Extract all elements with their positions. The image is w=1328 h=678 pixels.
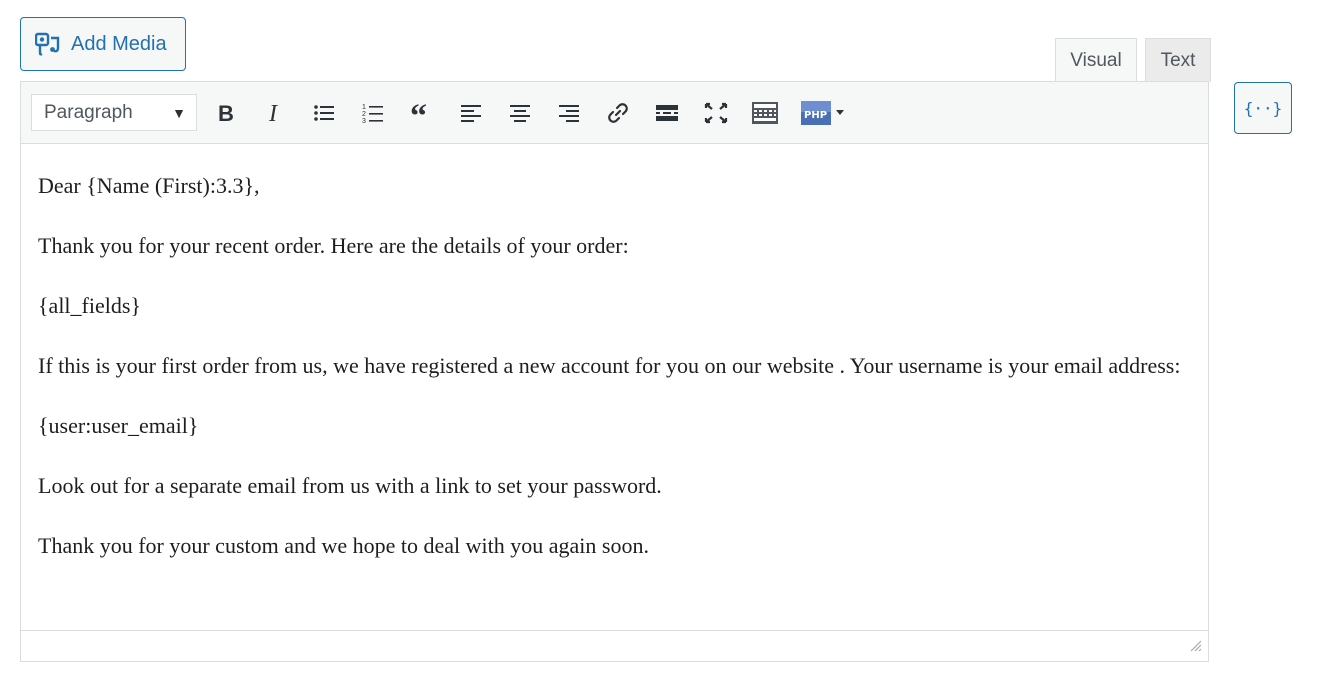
numbered-list-button[interactable] bbox=[358, 95, 388, 131]
svg-text:3: 3 bbox=[362, 117, 366, 124]
paragraph-user-email: {user:user_email} bbox=[38, 413, 199, 438]
merge-tags-button[interactable] bbox=[1234, 82, 1292, 134]
svg-text:PHP: PHP bbox=[804, 109, 828, 121]
svg-text:1: 1 bbox=[362, 103, 366, 111]
fullscreen-icon bbox=[704, 102, 728, 124]
link-button[interactable] bbox=[603, 95, 633, 131]
svg-text:B: B bbox=[218, 101, 234, 124]
editor-content[interactable] bbox=[21, 144, 1208, 630]
tab-visual[interactable]: Visual bbox=[1055, 38, 1137, 83]
editor-toolbar bbox=[21, 82, 1208, 144]
paragraph-closing: Thank you for your custom and we hope to deal with you again soon. bbox=[38, 533, 649, 558]
link-icon bbox=[606, 101, 630, 125]
paragraph-greeting: Dear {Name (First):3.3}, bbox=[38, 173, 260, 198]
add-media-icon bbox=[35, 32, 61, 56]
toolbar-toggle-icon bbox=[751, 101, 779, 125]
numbered-list-icon bbox=[362, 102, 384, 124]
align-left-icon bbox=[460, 103, 482, 123]
php-icon bbox=[800, 100, 846, 126]
svg-text:I: I bbox=[269, 101, 277, 124]
toolbar-toggle-button[interactable] bbox=[750, 95, 780, 131]
paragraph-account: If this is your first order from us, we have registered a new account for you on our website . Your username is your email address: bbox=[38, 353, 1181, 378]
align-right-icon bbox=[558, 103, 580, 123]
bullet-list-button[interactable] bbox=[309, 95, 339, 131]
fullscreen-button[interactable] bbox=[701, 95, 731, 131]
svg-text:“: “ bbox=[410, 102, 427, 123]
chevron-down-icon: ▼ bbox=[172, 104, 186, 121]
editor bbox=[20, 81, 1209, 662]
bold-icon bbox=[216, 102, 236, 124]
bullet-list-icon bbox=[313, 103, 335, 123]
format-select-value: Paragraph bbox=[44, 101, 133, 123]
italic-button[interactable] bbox=[260, 95, 290, 131]
add-media-label: Add Media bbox=[71, 32, 167, 55]
read-more-button[interactable] bbox=[652, 95, 682, 131]
align-center-icon bbox=[509, 103, 531, 123]
paragraph-password: Look out for a separate email from us with a link to set your password. bbox=[38, 473, 662, 498]
resize-handle-icon[interactable] bbox=[1188, 638, 1202, 657]
align-left-button[interactable] bbox=[456, 95, 486, 131]
paragraph-all-fields: {all_fields} bbox=[38, 293, 141, 318]
bold-button[interactable] bbox=[211, 95, 241, 131]
align-center-button[interactable] bbox=[505, 95, 535, 131]
blockquote-icon bbox=[410, 103, 434, 123]
read-more-icon bbox=[655, 103, 679, 123]
format-select[interactable] bbox=[31, 94, 197, 131]
add-media-button[interactable] bbox=[20, 17, 186, 71]
align-right-button[interactable] bbox=[554, 95, 584, 131]
php-code-button[interactable] bbox=[799, 95, 847, 131]
blockquote-button[interactable] bbox=[407, 95, 437, 131]
tab-text[interactable]: Text bbox=[1145, 38, 1211, 82]
editor-statusbar bbox=[21, 630, 1208, 661]
italic-icon bbox=[265, 102, 285, 124]
paragraph-thanks: Thank you for your recent order. Here are the details of your order: bbox=[38, 233, 629, 258]
editor-tabs bbox=[1055, 38, 1211, 82]
svg-text:2: 2 bbox=[362, 110, 366, 118]
merge-tags-icon: {··} bbox=[1243, 98, 1283, 118]
